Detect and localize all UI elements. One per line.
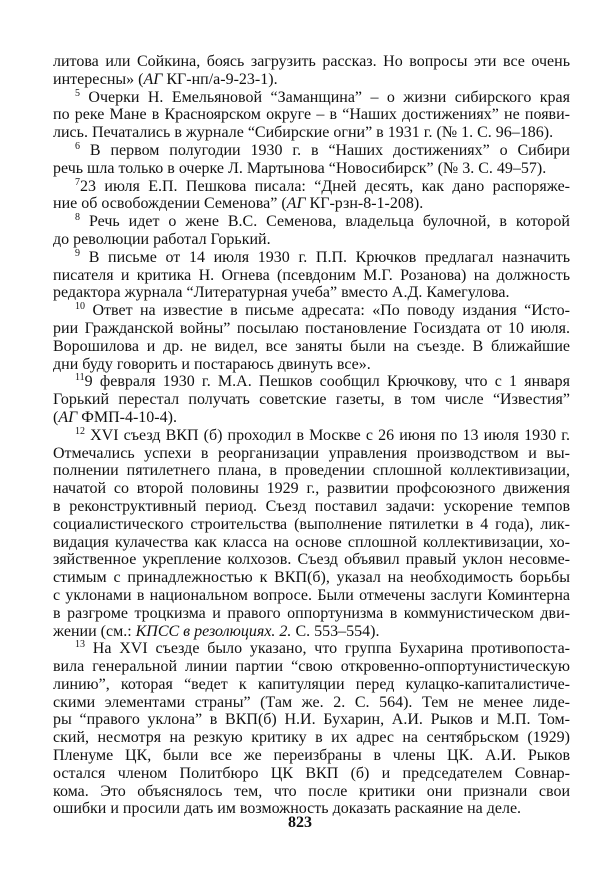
footnote-9 (53, 249, 570, 302)
text-segment: линию”, которая “ведет к капитуляции перед кулацко-капиталистиче- (53, 675, 570, 693)
text-segment: Ворошилова и др. не видел, все заняты были на съезде. В ближайшие (53, 337, 570, 355)
footnote-6 (53, 142, 570, 178)
text-segment: ский, несмотря на резкую критику в их адрес на сентябрьском (1929) (53, 729, 570, 747)
text-line (53, 195, 570, 213)
text-segment: ры “правого уклона” в ВКП(б) Н.И. Бухарин, А.И. Рыков и М.П. Том- (53, 711, 570, 729)
text-line (53, 302, 570, 320)
text-line (53, 356, 570, 374)
text-segment: писателя и критика Н. Огнева (псевдоним М.Г. Розанова) на должность (53, 266, 570, 284)
text-segment: ние об освобождении Семенова” ( (53, 195, 287, 213)
text-segment: Очерки Н. Емельяновой “Заманщина” – о жизни сибирского края (88, 88, 570, 106)
text-line (53, 338, 570, 356)
text-line (53, 623, 570, 641)
text-segment: 23 июля Е.П. Пешкова писала: “Дней десять, как дано распоряже- (80, 177, 570, 195)
text-segment: вила генеральной линии партии “свою откровенно-оппортунистическую (53, 658, 570, 676)
text-line (53, 53, 570, 71)
text-line (53, 534, 570, 552)
footnote-number: 12 (75, 425, 85, 437)
text-segment: Пленуме ЦК, были все же переизбраны в члены ЦК. А.И. Рыков (53, 747, 570, 765)
text-line (53, 445, 570, 463)
text-segment: зяйственное укрепление колхозов. Съезд объявил правый уклон несовме- (53, 551, 570, 569)
text-line (53, 587, 570, 605)
text-line (53, 569, 570, 587)
text-line (53, 89, 570, 107)
footnote-number: 5 (75, 87, 80, 99)
text-segment: с уклонами в национальном вопросе. Были отмечены заслуги Коминтерна (53, 586, 570, 604)
text-line (53, 783, 570, 801)
text-segment: лись. Печатались в журнале “Сибирские огни” в 1931 г. (№ 1. С. 96–186). (53, 124, 554, 142)
text-segment: На XVI съезде было указано, что группа Бухарина противопоста- (92, 640, 571, 658)
footnote-7 (53, 178, 570, 214)
footnote-13 (53, 640, 570, 818)
text-line (53, 765, 570, 783)
text-line (53, 516, 570, 534)
text-segment: начатой со второй половины 1929 г., развитии профсоюзного движения (53, 480, 570, 498)
text-line (53, 178, 570, 196)
text-segment: 9 февраля 1930 г. М.А. Пешков сообщил Крючкову, что с 1 января (84, 373, 570, 391)
text-segment: интересны» ( (53, 70, 144, 88)
italic-segment: АГ (286, 195, 306, 213)
text-segment: Ответ на известие в письме адресата: «По поводу издания “Исто- (92, 302, 571, 320)
text-segment: в реконструктивный период. Съезд поставил задачи: ускорение темпов (53, 497, 570, 515)
text-segment: стимым с принадлежностью к ВКП(б), указал на необходимость борьбы (53, 569, 570, 587)
text-line (53, 124, 570, 142)
footnote-8 (53, 213, 570, 249)
text-line (53, 480, 570, 498)
text-line (53, 267, 570, 285)
text-segment: Горький перестал получать советские газеты, в том числе “Известия” (53, 391, 570, 409)
text-line (53, 640, 570, 658)
text-line (53, 747, 570, 765)
text-segment: по реке Мане в Красноярском округе – в “Наших достижениях” не появи- (53, 106, 570, 124)
text-line (53, 320, 570, 338)
text-segment: ФМП-4-10-4). (77, 408, 177, 426)
text-segment: видация кулачества как класса на основе сплошной коллективизации, хо- (53, 533, 570, 551)
text-line (53, 106, 570, 124)
text-line (53, 373, 570, 391)
text-line (53, 427, 570, 445)
footnote-number: 9 (75, 247, 80, 259)
text-segment: редактора журнала “Литературная учеба” вместо А.Д. Камегулова. (53, 284, 510, 302)
text-line (53, 142, 570, 160)
text-segment: полнении пятилетнего плана, в проведении сплошной коллективизации, (53, 462, 570, 480)
text-segment: Отмечались успехи в реорганизации управления производством и вы- (53, 444, 570, 462)
text-segment: кома. Это объяснялось тем, что после критики они признали свои (53, 782, 570, 800)
text-line (53, 605, 570, 623)
text-segment: рии Гражданской войны” посылаю постановление Госиздата от 10 июля. (53, 319, 570, 337)
text-line (53, 676, 570, 694)
text-line (53, 231, 570, 249)
text-segment: С. 553–554). (291, 622, 380, 640)
text-segment: КГ-нп/а-9-23-1). (162, 70, 278, 88)
text-segment: XVI съезд ВКП (б) проходил в Москве с 26 июня по 13 июля 1930 г. (90, 426, 571, 444)
footnote-5 (53, 89, 570, 142)
page-number: 823 (288, 814, 312, 831)
footnote-10 (53, 302, 570, 373)
text-segment: литова или Сойкина, боясь загрузить рассказ. Но вопросы эти все очень (53, 53, 570, 70)
text-segment: В письме от 14 июля 1930 г. П.П. Крючков предлагал назначить (88, 248, 571, 266)
footnote-number: 6 (75, 140, 80, 152)
text-line (53, 160, 570, 178)
footnote-number: 8 (75, 212, 80, 224)
footnote-12 (53, 427, 570, 641)
text-line (53, 213, 570, 231)
text-segment: Речь идет о жене В.С. Семенова, владельца булочной, в которой (88, 213, 570, 231)
text-line (53, 409, 570, 427)
footnote-number: 13 (75, 639, 85, 651)
text-segment: в разгроме троцкизма и правого оппортунизма в коммунистическом дви- (53, 604, 570, 622)
text-line (53, 658, 570, 676)
text-segment: социалистического строительства (выполнение пятилетки в 4 года), лик- (53, 515, 570, 533)
text-line (53, 498, 570, 516)
footnote-number: 11 (75, 372, 85, 384)
text-line (53, 711, 570, 729)
text-line (53, 249, 570, 267)
text-segment: остался членом Политбюро ЦК ВКП (б) и председателем Совнар- (53, 764, 570, 782)
text-segment: КГ-рзн-8-1-208). (305, 195, 424, 213)
text-segment: дни буду говорить и постараюсь двинуть все». (53, 355, 371, 373)
footnote-number: 7 (75, 176, 80, 188)
text-line (53, 551, 570, 569)
text-segment: В первом полугодии 1930 г. в “Наших достижениях” о Сибири (89, 141, 570, 159)
italic-segment: АГ (143, 70, 163, 88)
text-segment: ошибки и просили дать им возможность доказать раскаяние на деле. (53, 800, 522, 818)
text-segment: до революции работал Горький. (53, 230, 271, 248)
text-segment: речь шла только в очерке Л. Мартынова “Новосибирск” (№ 3. С. 49–57). (53, 159, 547, 177)
text-line (53, 694, 570, 712)
footnote-number: 10 (75, 301, 85, 313)
text-line (53, 462, 570, 480)
text-segment: жении (см.: (53, 622, 136, 640)
text-line (53, 729, 570, 747)
text-line (53, 391, 570, 409)
footnotes-page (53, 53, 570, 818)
text-line (53, 284, 570, 302)
italic-segment: АГ (58, 408, 78, 426)
paragraph-continuation (53, 53, 570, 89)
text-segment: ( (53, 408, 59, 426)
footnote-11 (53, 373, 570, 426)
text-segment: скими элементами страны” (Там же. 2. С. 564). Тем не менее лиде- (53, 693, 570, 711)
italic-segment: КПСС в резолюциях. 2. (135, 622, 292, 640)
text-line (53, 71, 570, 89)
